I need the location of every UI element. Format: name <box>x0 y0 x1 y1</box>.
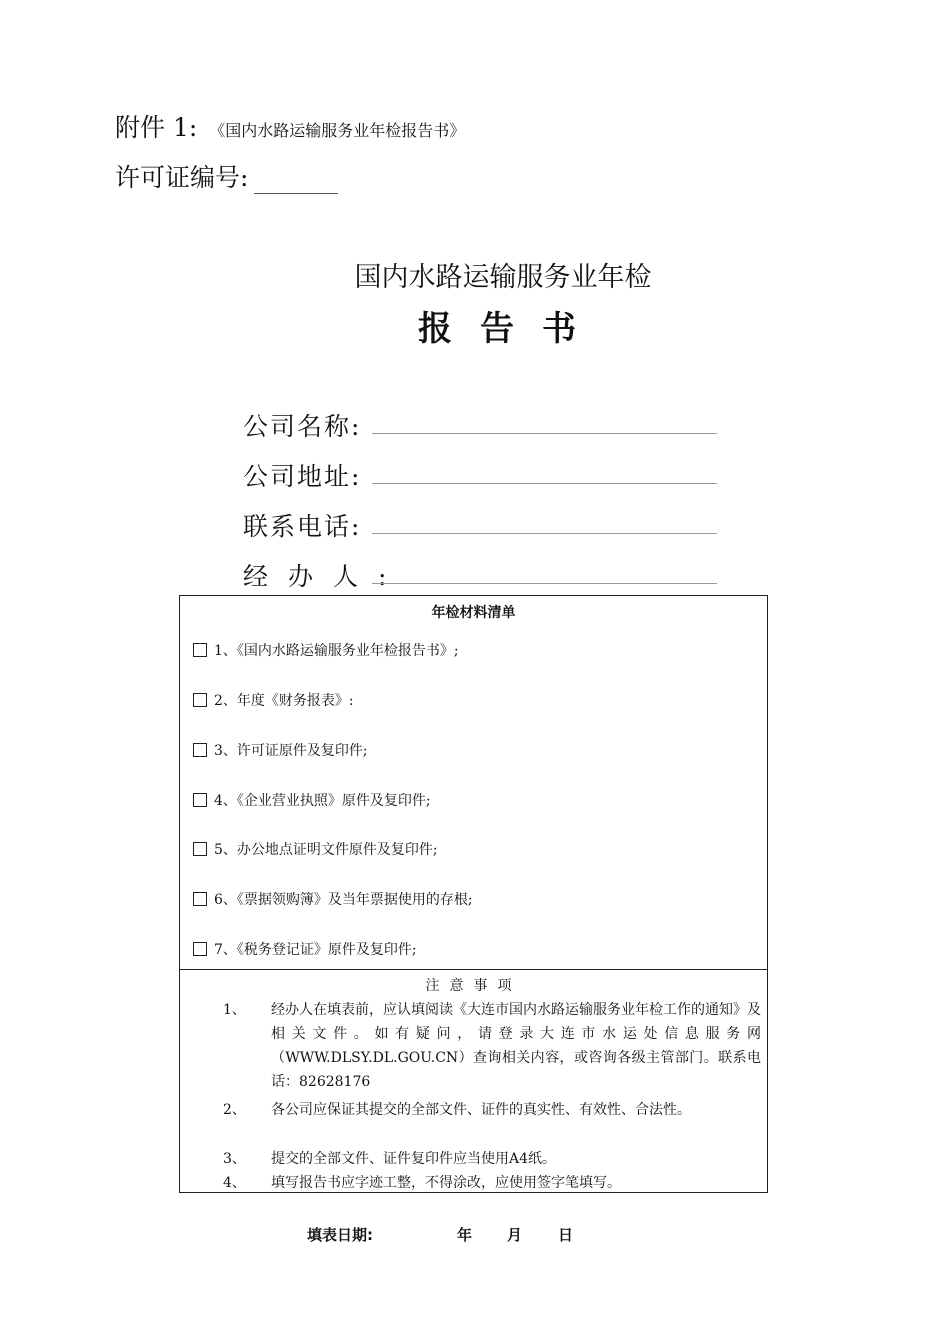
checklist-table <box>179 595 768 1193</box>
note-number: 4、 <box>223 1175 246 1191</box>
handler-field <box>243 557 407 593</box>
checklist-item <box>193 640 459 660</box>
handler-blank[interactable] <box>372 583 717 584</box>
checklist-item <box>193 690 354 710</box>
fill-date-label: 填表日期: <box>307 1226 373 1244</box>
date-month-label: 月 <box>507 1226 523 1244</box>
attachment-line <box>115 108 465 144</box>
checkbox[interactable] <box>193 842 207 856</box>
license-number-blank[interactable] <box>254 169 338 194</box>
date-year-label: 年 <box>457 1226 473 1244</box>
company-name-label: 公司名称: <box>243 412 362 441</box>
checklist-heading: 年检材料清单 <box>431 605 516 621</box>
phone-blank[interactable] <box>372 533 717 534</box>
report-title-line2: 报告书 <box>418 309 604 349</box>
checklist-item <box>193 839 438 859</box>
checklist-item-label: 3、许可证原件及复印件; <box>214 743 368 759</box>
notes-heading: 注意事项 <box>425 978 522 994</box>
checklist-item-label: 2、年度《财务报表》: <box>214 693 354 709</box>
checklist-item-label: 5、办公地点证明文件原件及复印件; <box>214 842 438 858</box>
note-number: 1、 <box>223 1002 246 1018</box>
company-address-label: 公司地址: <box>243 462 362 491</box>
handler-label: 经办人: <box>243 562 407 591</box>
phone-field <box>243 507 365 543</box>
section-divider <box>180 969 767 970</box>
note-text: 提交的全部文件、证件复印件应当使用A4纸。 <box>271 1151 557 1167</box>
note-text: 填写报告书应字迹工整，不得涂改，应使用签字笔填写。 <box>271 1175 621 1191</box>
company-name-blank[interactable] <box>372 433 717 434</box>
attachment-title: 《国内水路运输服务业年检报告书》 <box>209 121 466 140</box>
checklist-item <box>193 790 431 810</box>
report-title-line1: 国内水路运输服务业年检 <box>354 262 652 293</box>
note-number: 2、 <box>223 1102 246 1118</box>
note-number: 3、 <box>223 1151 246 1167</box>
license-number-line <box>115 158 338 194</box>
company-address-field <box>243 457 365 493</box>
checkbox[interactable] <box>193 643 207 657</box>
note-text: 各公司应保证其提交的全部文件、证件的真实性、有效性、合法性。 <box>271 1102 691 1118</box>
license-number-label: 许可证编号: <box>115 163 249 192</box>
checklist-item-label: 4、《企业营业执照》原件及复印件; <box>214 793 431 809</box>
checklist-item <box>193 740 368 760</box>
checklist-item-label: 6、《票据领购簿》及当年票据使用的存根; <box>214 892 473 908</box>
checkbox[interactable] <box>193 942 207 956</box>
company-name-field <box>243 407 365 443</box>
checklist-item <box>193 939 417 959</box>
checkbox[interactable] <box>193 793 207 807</box>
checklist-item <box>193 889 473 909</box>
note-text: 经办人在填表前，应认填阅读《大连市国内水路运输服务业年检工作的通知》及相关文件。如有疑问，请登录大连市水运处信息服务网（WWW.DLSY.DL.GOU.CN）查询相关内容，或咨询各级主管部门。联系电话：82628176 <box>271 1002 761 1090</box>
phone-label: 联系电话: <box>243 512 362 541</box>
company-address-blank[interactable] <box>372 483 717 484</box>
checkbox[interactable] <box>193 693 207 707</box>
checkbox[interactable] <box>193 743 207 757</box>
attachment-label: 附件 1: <box>115 113 198 142</box>
checklist-item-label: 7、《税务登记证》原件及复印件; <box>214 942 417 958</box>
date-day-label: 日 <box>558 1226 574 1244</box>
checkbox[interactable] <box>193 892 207 906</box>
checklist-item-label: 1、《国内水路运输服务业年检报告书》; <box>214 643 459 659</box>
